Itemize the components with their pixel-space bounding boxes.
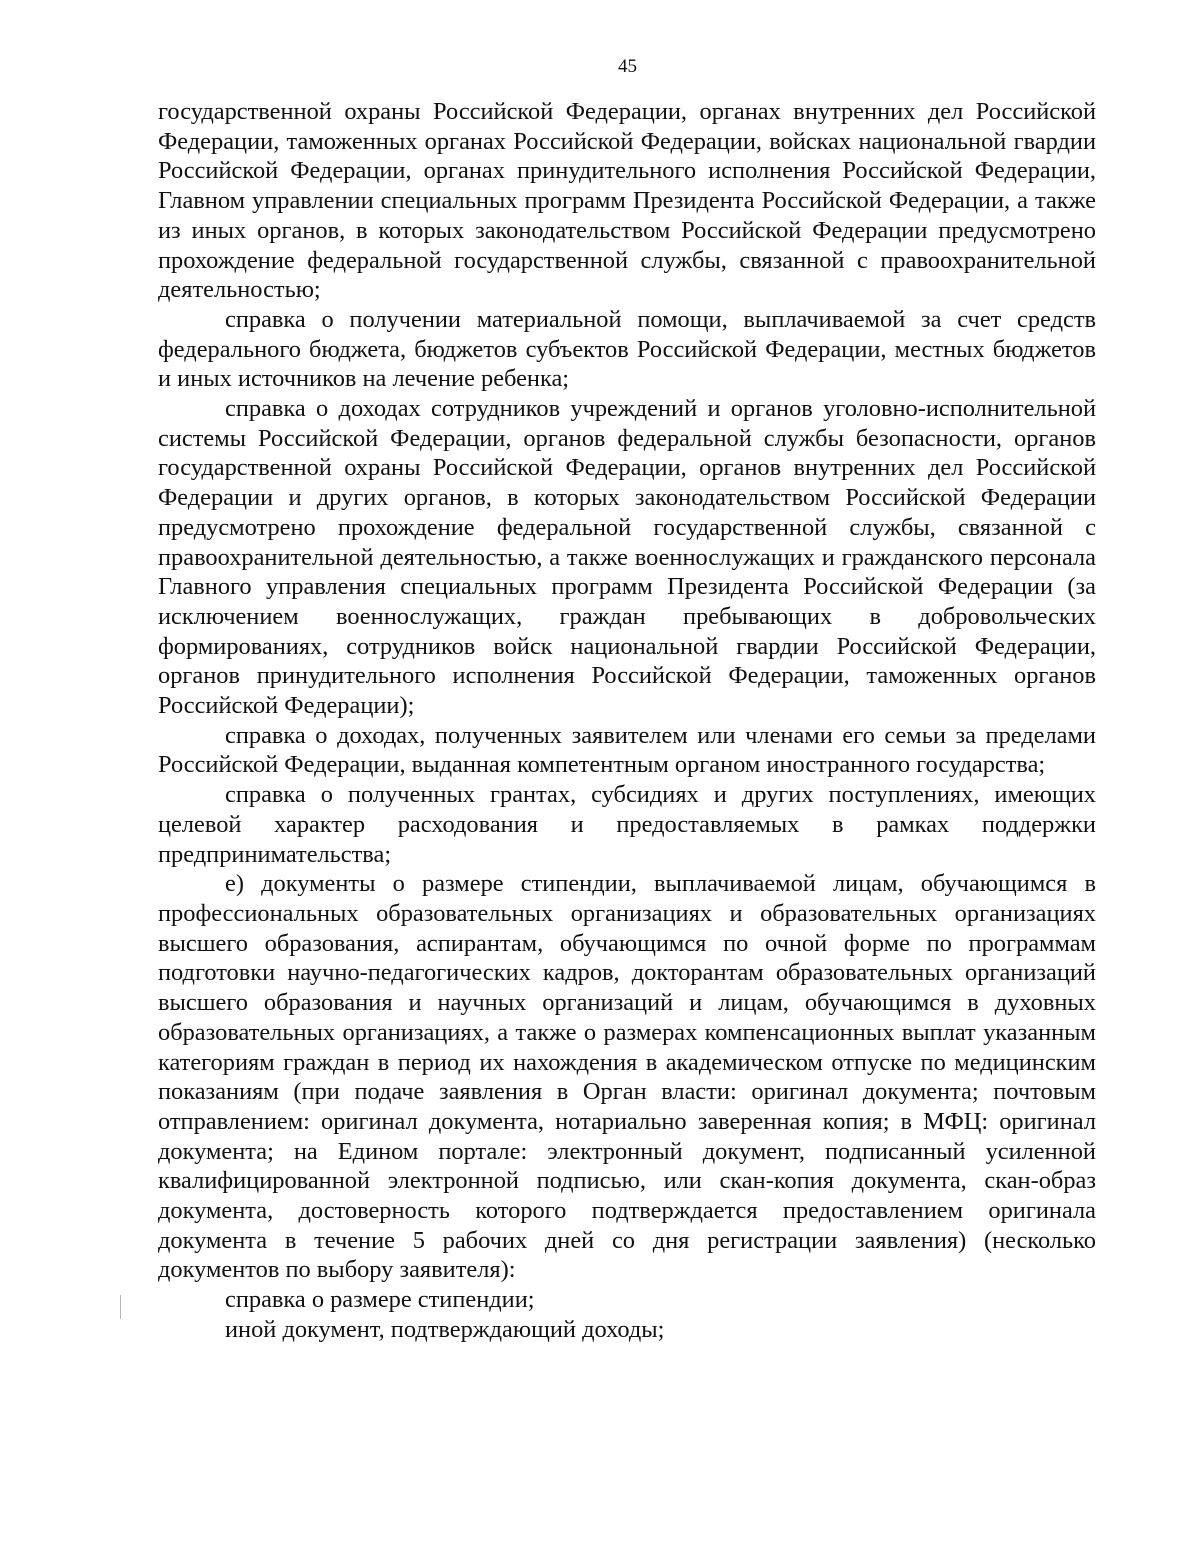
paragraph: справка о полученных грантах, субсидиях и других поступлениях, имеющих целевой характер расходования и предоставляемых в рамках поддержки предпринимательства; <box>158 781 1096 868</box>
paragraph: справка о размере стипендии; <box>225 1286 535 1314</box>
paragraph: справка о доходах сотрудников учреждений и органов уголовно-исполнительной системы Российской Федерации, органов федеральной службы безопасности, органов государственной охраны Российской Федерации, органов внутренних дел Российской Федерации и других органов, в которых законодательством Российской Федерации предусмотрено прохождение федеральной государственной службы, связанной с правоохранительной деятельностью, а также военнослужащих и гражданского персонала Главного управления специальных программ Президента Российской Федерации (за исключением военнослужащих, граждан пребывающих в добровольческих формированиях, сотрудников войск национальной гвардии Российской Федерации, органов принудительного исполнения Российской Федерации, таможенных органов Российской Федерации); <box>158 395 1096 720</box>
page-number: 45 <box>618 56 637 77</box>
scan-margin-mark <box>120 1295 121 1319</box>
paragraph: справка о получении материальной помощи, выплачиваемой за счет средств федерального бюджета, бюджетов субъектов Российской Федерации, местных бюджетов и иных источников на лечение ребенка; <box>158 305 1096 393</box>
paragraph: иной документ, подтверждающий доходы; <box>225 1315 665 1343</box>
paragraph: е) документы о размере стипендии, выплачиваемой лицам, обучающимся в профессиональных образовательных организациях и образовательных организациях высшего образования, аспирантам, обучающимся по очной форме по программам подготовки научно-педагогических кадров, докторантам образовательных организаций высшего образования и научных организаций и лицам, обучающимся в духовных образовательных организациях, а также о размерах компенсационных выплат указанным категориям граждан в период их нахождения в академическом отпуске по медицинским показаниям (при подаче заявления в Орган власти: оригинал документа; почтовым отправлением: оригинал документа, нотариально заверенная копия; в МФЦ: оригинал документа; на Едином портале: электронный документ, подписанный усиленной квалифицированной электронной подписью, или скан-копия документа, скан-образ документа, достоверность которого подтверждается предоставлением оригинала документа в течение 5 рабочих дней со дня регистрации заявления) (несколько документов по выбору заявителя): <box>158 870 1096 1284</box>
document-body <box>158 97 1096 1345</box>
paragraph: государственной охраны Российской Федерации, органах внутренних дел Российской Федерации, таможенных органах Российской Федерации, войсках национальной гвардии Российской Федерации, органах принудительного исполнения Российской Федерации, Главном управлении специальных программ Президента Российской Федерации, а также из иных органов, в которых законодательством Российской Федерации предусмотрено прохождение федеральной государственной службы, связанной с правоохранительной деятельностью; <box>158 98 1096 304</box>
paragraph: справка о доходах, полученных заявителем или членами его семьи за пределами Российской Федерации, выданная компетентным органом иностранного государства; <box>158 721 1096 779</box>
